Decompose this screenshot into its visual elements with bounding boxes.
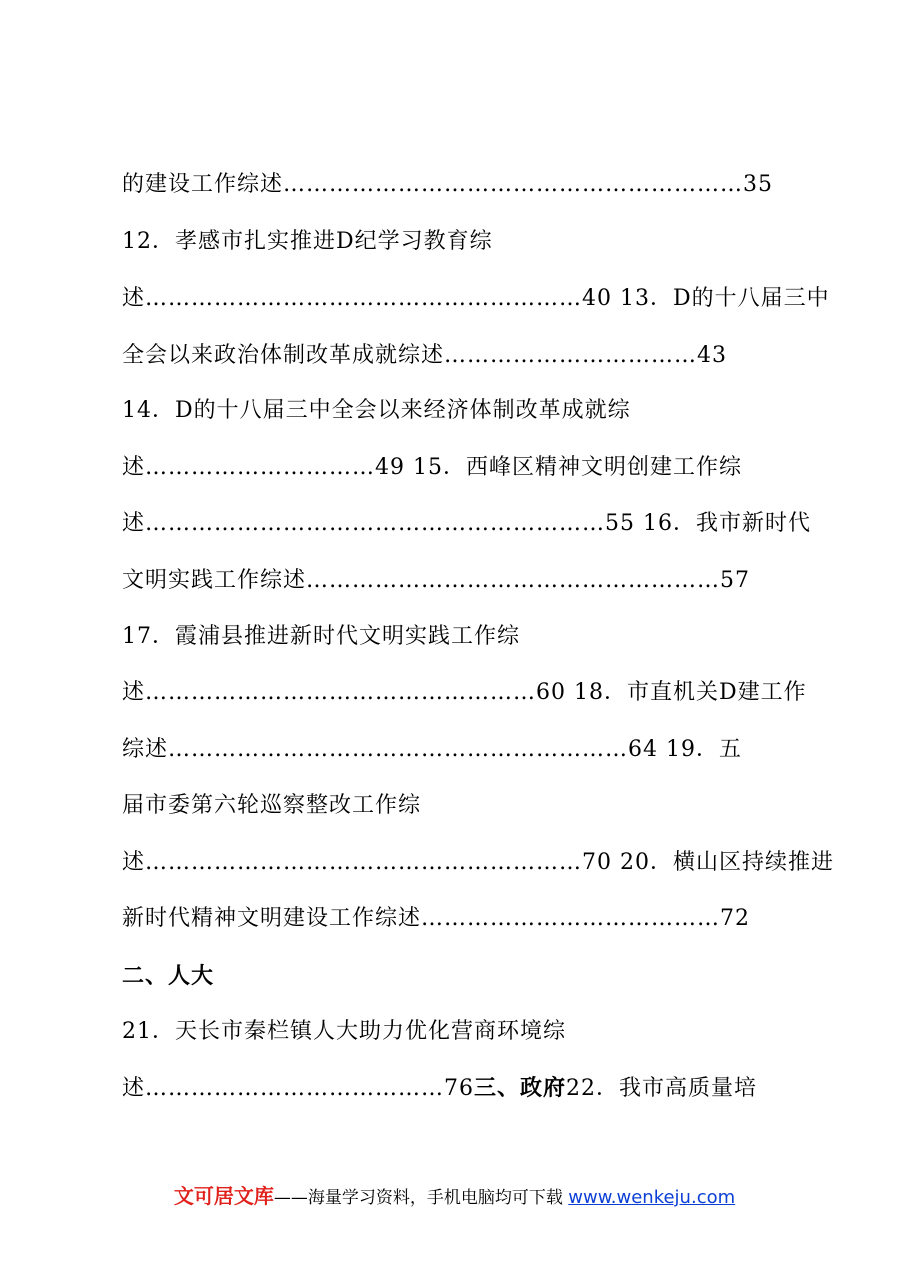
toc-line-9: 17．霞浦县推进新时代文明实践工作综 — [122, 624, 520, 649]
toc-line-16: 21．天长市秦栏镇人大助力优化营商环境综 — [122, 1019, 566, 1044]
toc-line-11: 综述……………………………………………………64 19．五 — [122, 737, 742, 762]
toc-line-17-prefix: 述…………………………………76 — [122, 1076, 474, 1101]
toc-line-1: 的建设工作综述……………………………………………………35 — [122, 172, 773, 197]
toc-line-8: 文明实践工作综述………………………………………………57 — [122, 568, 750, 593]
toc-line-7: 述……………………………………………………55 16．我市新时代 — [122, 511, 811, 536]
toc-line-17 — [122, 1073, 757, 1104]
toc-line-13: 述…………………………………………………70 20．横山区持续推进 — [122, 850, 834, 875]
toc-line-17-suffix: 22．我市高质量培 — [566, 1076, 758, 1101]
toc-line-14: 新时代精神文明建设工作综述…………………………………72 — [122, 906, 750, 931]
toc-line-5: 14．D的十八届三中全会以来经济体制改革成就综 — [122, 398, 631, 423]
toc-line-4: 全会以来政治体制改革成就综述……………………………43 — [122, 343, 727, 368]
section-heading-renda: 二、人大 — [122, 963, 215, 989]
footer-brand: 文可居文库 — [173, 1184, 274, 1208]
footer-watermark — [0, 1183, 909, 1211]
toc-line-6: 述…………………………49 15．西峰区精神文明创建工作综 — [122, 455, 742, 480]
toc-line-12: 届市委第六轮巡察整改工作综 — [122, 793, 422, 818]
toc-line-10: 述……………………………………………60 18．市直机关D建工作 — [122, 680, 807, 705]
section-heading-zhengfu: 三、政府 — [474, 1075, 567, 1101]
footer-link[interactable]: www.wenkeju.com — [568, 1187, 736, 1208]
footer-tagline: ——海量学习资料，手机电脑均可下载 — [273, 1188, 563, 1208]
toc-line-2: 12．孝感市扎实推进D纪学习教育综 — [122, 229, 493, 254]
toc-line-3: 述…………………………………………………40 13．D的十八届三中 — [122, 286, 830, 311]
